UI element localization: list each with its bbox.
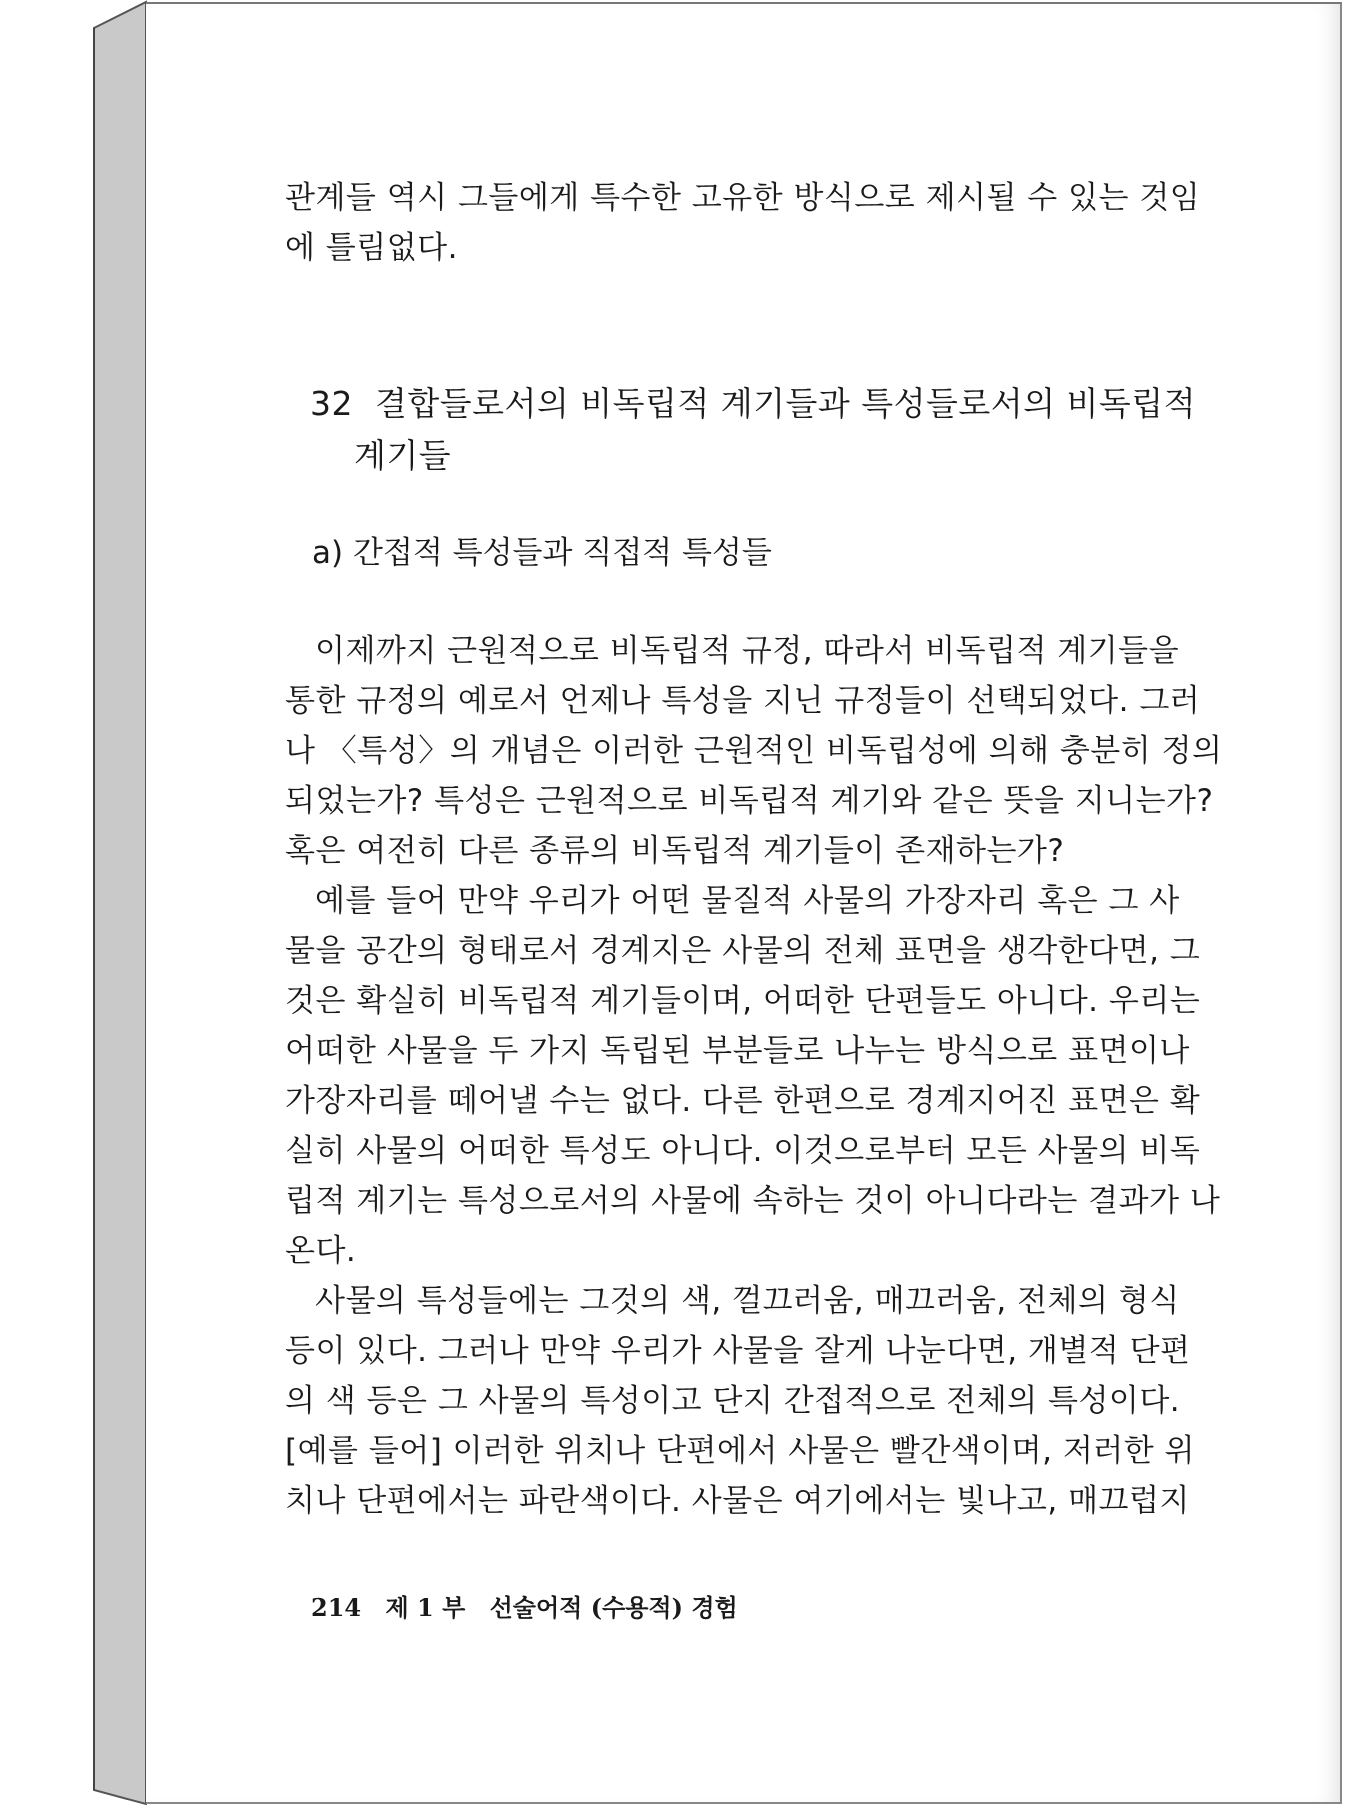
section-number: 32 (310, 384, 353, 423)
intro-paragraph (285, 173, 1201, 273)
running-title: 선술어적 (수용적) 경험 (489, 1593, 738, 1622)
heading-line (310, 378, 1197, 430)
text-line: 통한 규정의 예로서 언제나 특성을 지닌 규정들이 선택되었다. 그러 (285, 683, 1201, 719)
text-line: 것은 확실히 비독립적 계기들이며, 어떠한 단편들도 아니다. 우리는 (285, 983, 1201, 1019)
heading-title-line1: 결합들로서의 비독립적 계기들과 특성들로서의 비독립적 (374, 384, 1197, 423)
text-line: 예를 들어 만약 우리가 어떤 물질적 사물의 가장자리 혹은 그 사 (315, 883, 1180, 919)
text-line: 가장자리를 떼어낼 수는 없다. 다른 한편으로 경계지어진 표면은 확 (285, 1083, 1201, 1119)
text-line: 되었는가? 특성은 근원적으로 비독립적 계기와 같은 뜻을 지니는가? (285, 783, 1214, 819)
text-line: 등이 있다. 그러나 만약 우리가 사물을 잘게 나눈다면, 개별적 단편 (285, 1333, 1191, 1369)
text-line: 물을 공간의 형태로서 경계지은 사물의 전체 표면을 생각한다면, 그 (285, 933, 1201, 969)
text-line: 립적 계기는 특성으로서의 사물에 속하는 것이 아니다라는 결과가 나 (285, 1183, 1221, 1219)
text-line: 혹은 여전히 다른 종류의 비독립적 계기들이 존재하는가? (285, 833, 1065, 869)
subsection-heading: a) 간접적 특성들과 직접적 특성들 (312, 535, 772, 571)
text-line: 치나 단편에서는 파란색이다. 사물은 여기에서는 빛나고, 매끄럽지 (285, 1483, 1190, 1519)
page-number: 214 (311, 1593, 362, 1622)
text-line: 나 〈특성〉의 개념은 이러한 근원적인 비독립성에 의해 충분히 정의 (285, 733, 1223, 769)
text-line: 실히 사물의 어떠한 특성도 아니다. 이것으로부터 모든 사물의 비독 (285, 1133, 1201, 1169)
text-line: 이제까지 근원적으로 비독립적 규정, 따라서 비독립적 계기들을 (315, 633, 1180, 669)
text-line: 관계들 역시 그들에게 특수한 고유한 방식으로 제시될 수 있는 것임 (285, 180, 1201, 216)
text-line: 에 틀림없다. (285, 230, 458, 266)
page-footer (311, 1588, 738, 1623)
section-heading (310, 378, 1197, 482)
text-line: [예를 들어] 이러한 위치나 단편에서 사물은 빨간색이며, 저러한 위 (285, 1433, 1195, 1469)
heading-title-line2: 계기들 (354, 436, 452, 475)
text-line: 온다. (285, 1233, 357, 1269)
text-line: 사물의 특성들에는 그것의 색, 껄끄러움, 매끄러움, 전체의 형식 (315, 1283, 1180, 1319)
text-line: 의 색 등은 그 사물의 특성이고 단지 간접적으로 전체의 특성이다. (285, 1383, 1181, 1419)
body-text (285, 626, 1223, 1526)
part-label: 제 1 부 (385, 1593, 466, 1622)
text-line: 어떠한 사물을 두 가지 독립된 부분들로 나누는 방식으로 표면이나 (285, 1033, 1190, 1069)
